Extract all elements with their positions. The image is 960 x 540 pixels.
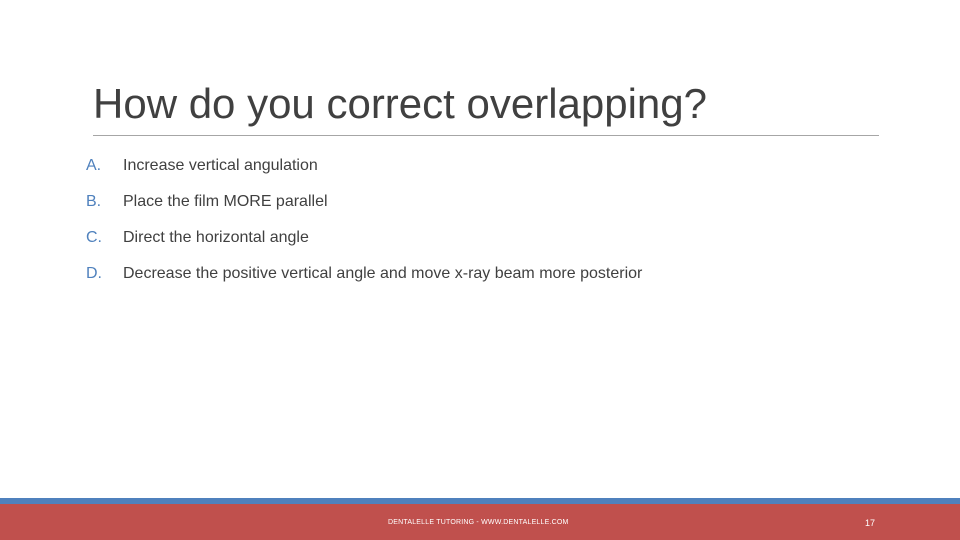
slide-title: How do you correct overlapping? [93,80,708,127]
title-divider [93,135,879,136]
option-letter: C. [86,229,102,246]
footer-text: DENTALELLE TUTORING - WWW.DENTALELLE.COM [388,519,569,526]
option-letter: A. [86,157,102,174]
page-number: 17 [865,518,876,528]
answer-option-b [86,184,642,220]
option-text: Place the film MORE parallel [123,193,328,210]
option-text: Direct the horizontal angle [123,229,309,246]
answer-options-list [86,148,642,292]
option-letter: D. [86,265,102,282]
answer-option-a [86,148,642,184]
option-letter: B. [86,193,102,210]
answer-option-c [86,220,642,256]
option-text: Decrease the positive vertical angle and move x-ray beam more posterior [123,265,643,282]
option-text: Increase vertical angulation [123,157,318,174]
answer-option-d [86,256,642,292]
